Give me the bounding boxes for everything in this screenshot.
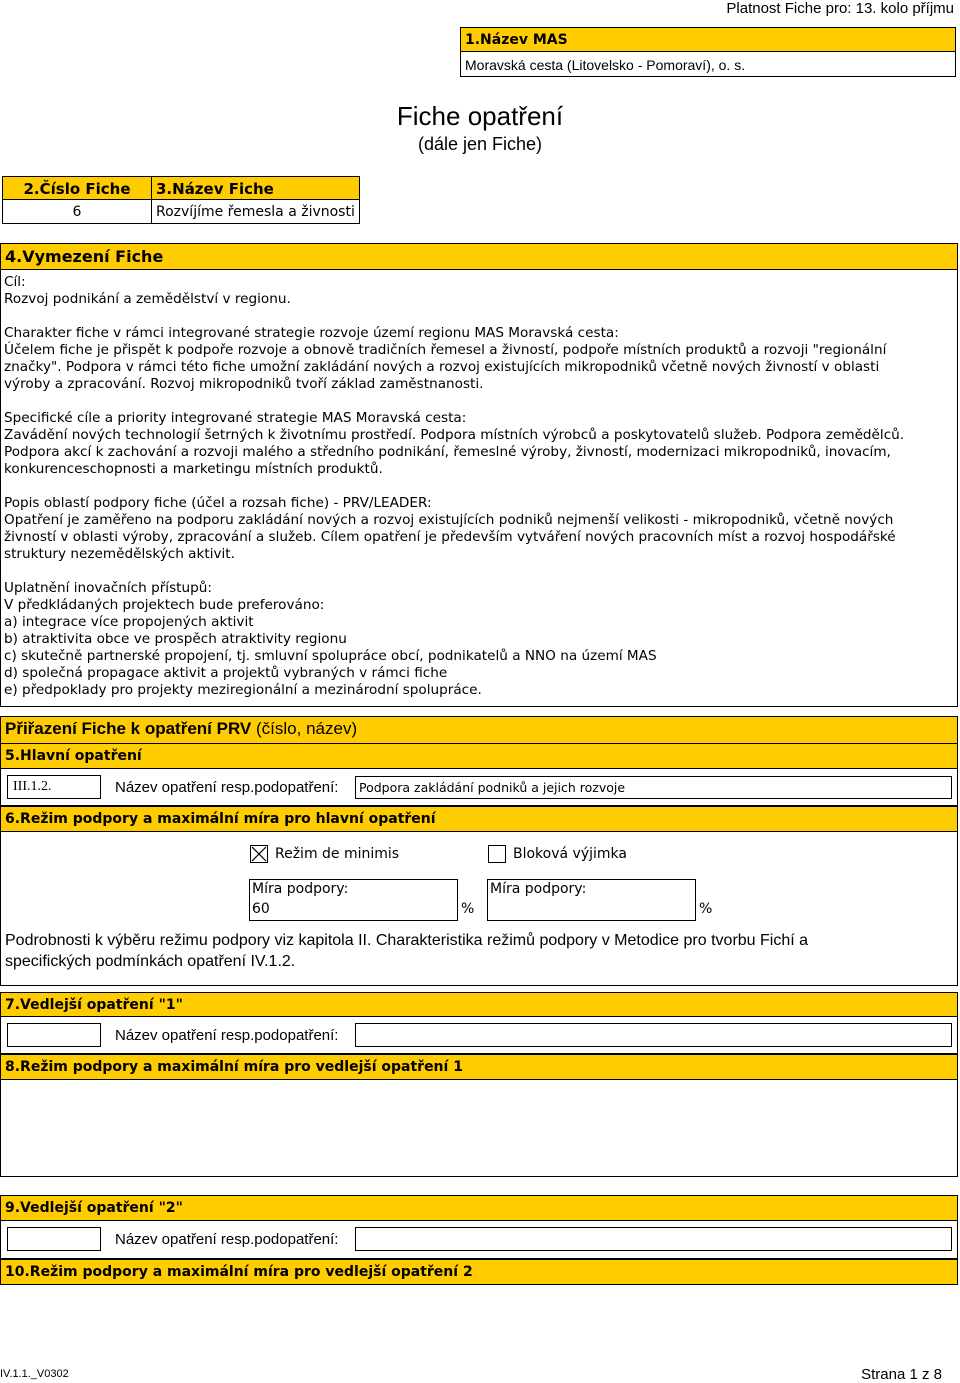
vymezeni-line: Specifické cíle a priority integrované strategie MAS Moravská cesta: (4, 410, 467, 426)
main-regime-label: 6.Režim podpory a maximální míra pro hlavní opatření (0, 806, 958, 832)
main-measure-name-label: Název opatření resp.podopatření: (115, 779, 339, 796)
footer-code: IV.1.1._V0302 (0, 1368, 69, 1380)
side2-regime-label: 10.Režim podpory a maximální míra pro vedlejší opatření 2 (0, 1259, 958, 1285)
side1-name-field[interactable] (355, 1023, 952, 1047)
rate2-label: Míra podpory: (490, 881, 587, 897)
fiche-name-label: 3.Název Fiche (151, 176, 360, 200)
vymezeni-line (4, 308, 954, 325)
vymezeni-line: b) atraktivita obce ve prospěch atraktivity regionu (4, 631, 347, 647)
prv-assignment-header (0, 716, 958, 744)
vymezeni-line: Uplatnění inovačních přístupů: (4, 580, 212, 596)
vymezeni-line: Rozvoj podnikání a zemědělství v regionu. (4, 291, 291, 307)
side1-regime-box (0, 1079, 958, 1177)
vymezeni-line: konkurenceschopnosti a marketingu místních produktů. (4, 461, 383, 477)
page-title: Fiche opatření (396, 101, 564, 131)
main-measure-name-field[interactable]: Podpora zakládání podniků a jejich rozvoje (355, 776, 952, 799)
rate1-value: 60 (252, 901, 270, 917)
vymezeni-line (4, 563, 954, 580)
mas-label: 1.Název MAS (460, 27, 956, 52)
side1-regime-label: 8.Režim podpory a maximální míra pro vedlejší opatření 1 (0, 1054, 958, 1080)
footer-page: Strana 1 z 8 (861, 1366, 942, 1383)
side2-label: 9.Vedlejší opatření "2" (0, 1195, 958, 1221)
de-minimis-checkbox[interactable] (250, 845, 268, 863)
de-minimis-label: Režim de minimis (275, 846, 400, 862)
rate1-percent: % (461, 901, 475, 917)
side1-name-label: Název opatření resp.podopatření: (115, 1027, 339, 1044)
main-measure-label: 5.Hlavní opatření (0, 743, 958, 769)
side2-code-field[interactable] (7, 1227, 101, 1251)
vymezeni-text (4, 274, 954, 699)
vymezeni-line: Popis oblastí podpory fiche (účel a rozsah fiche) - PRV/LEADER: (4, 495, 432, 511)
vymezeni-line: Účelem fiche je přispět k podpoře rozvoje a obnově tradičních řemesel a živností, podpoře místních produktů a rozvoji "regionální (4, 342, 887, 358)
vymezeni-line: značky". Podpora v rámci této fiche umožní zakládání nových a rozvoj existujících mikropodniků včetně nových živností v oblasti (4, 359, 880, 375)
validity-note: Platnost Fiche pro: 13. kolo příjmu (726, 0, 954, 17)
prv-label-normal: (číslo, název) (256, 719, 358, 738)
side2-name-field[interactable] (355, 1227, 952, 1251)
vymezeni-line: c) skutečně partnerské propojení, tj. smluvní spolupráce obcí, podnikatelů a NNO na území MAS (4, 648, 657, 664)
vymezeni-line: Charakter fiche v rámci integrované strategie rozvoje území regionu MAS Moravská cesta: (4, 325, 619, 341)
vymezeni-line: Cíl: (4, 274, 26, 290)
vymezeni-line: V předkládaných projektech bude preferováno: (4, 597, 325, 613)
vymezeni-line: výroby a zpracování. Rozvoj mikropodniků tvoří základ zaměstnanosti. (4, 376, 484, 392)
rate1-label: Míra podpory: (252, 881, 349, 897)
vymezeni-line: d) společná propagace aktivit a projektů vybraných v rámci fiche (4, 665, 448, 681)
regime-note-line2: specifických podmínkách opatření IV.1.2. (5, 953, 296, 970)
rate2-percent: % (699, 901, 713, 917)
block-exemption-label: Bloková výjimka (513, 846, 627, 862)
vymezeni-line (4, 478, 954, 495)
fiche-name-value: Rozvíjíme řemesla a živnosti (151, 199, 360, 224)
vymezeni-line: a) integrace více propojených aktivit (4, 614, 254, 630)
main-measure-code-field[interactable]: III.1.2. (7, 775, 101, 799)
side1-label: 7.Vedlejší opatření "1" (0, 992, 958, 1017)
regime-note-line1: Podrobnosti k výběru režimu podpory viz kapitola II. Charakteristika režimů podpory v Metodice pro tvorbu Fichí a (5, 932, 809, 949)
vymezeni-line (4, 393, 954, 410)
prv-label-bold: Přiřazení Fiche k opatření PRV (5, 719, 252, 738)
block-exemption-checkbox[interactable] (488, 845, 506, 863)
fiche-number-value: 6 (2, 199, 152, 224)
vymezeni-line: struktury nezemědělských aktivit. (4, 546, 235, 562)
vymezeni-line: Podpora akcí k zachování a rozvoji malého a středního podnikání, řemeslné výroby, živností, modernizaci mikropodniků, inovacím, (4, 444, 891, 460)
mas-value: Moravská cesta (Litovelsko - Pomoraví), o. s. (460, 51, 956, 77)
vymezeni-line: Zavádění nových technologií šetrných k životnímu prostředí. Podpora místních výrobců a poskytovatelů služeb. Podpora zemědělců. (4, 427, 905, 443)
fiche-number-label: 2.Číslo Fiche (2, 176, 152, 200)
vymezeni-line: živností v oblasti výroby, zpracování a služeb. Cílem opatření je především vytváření nových pracovních míst a rozvoj hospodářské (4, 529, 896, 545)
side1-code-field[interactable] (7, 1023, 101, 1047)
vymezeni-line: e) předpoklady pro projekty meziregionální a mezinárodní spolupráce. (4, 682, 482, 698)
vymezeni-line: Opatření je zaměřeno na podporu zakládání nových a rozvoj existujících podniků nejmenší velikosti - mikropodniků, včetně nových (4, 512, 894, 528)
checked-x-icon (251, 846, 267, 862)
page-subtitle: (dále jen Fiche) (417, 134, 543, 154)
side2-name-label: Název opatření resp.podopatření: (115, 1231, 339, 1248)
vymezeni-label: 4.Vymezení Fiche (0, 243, 958, 270)
